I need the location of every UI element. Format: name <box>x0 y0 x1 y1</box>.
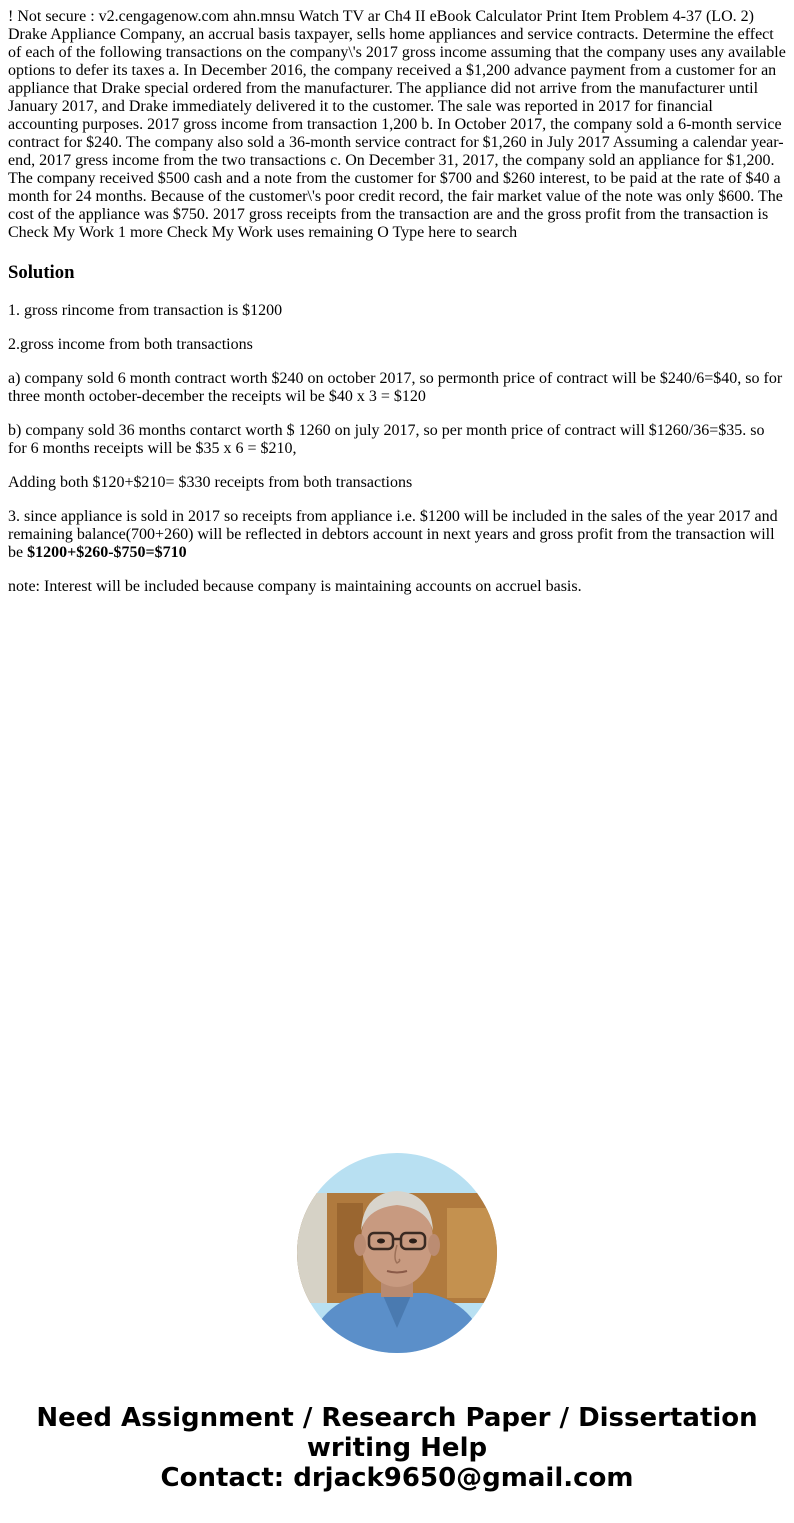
solution-step-1: 1. gross rincome from transaction is $1200 <box>8 302 283 319</box>
solution-step-2a: a) company sold 6 month contract worth $240 on october 2017, so permonth price of contract will be $240/6=$40, so for three month october-december the receipts wil be $40 x 3 = $120 <box>8 370 783 405</box>
page-content <box>8 8 786 612</box>
solution-heading: Solution <box>8 262 75 283</box>
solution-step-3 <box>8 508 786 562</box>
solution-step-3-text: 3. since appliance is sold in 2017 so receipts from appliance i.e. $1200 will be included in the sales of the year 2017 and remaining balance(700+260) will be reflected in debtors account in next years and gross profit from the transaction will be <box>8 508 778 561</box>
promo-banner <box>0 1403 794 1493</box>
promo-line-1: Need Assignment / Research Paper / Dissertation <box>36 1403 758 1433</box>
solution-note: note: Interest will be included because company is maintaining accounts on accruel basis. <box>8 578 582 595</box>
promo-contact: Contact: drjack9650@gmail.com <box>160 1463 634 1493</box>
solution-step-2b: b) company sold 36 months contarct worth $ 1260 on july 2017, so per month price of contract will $1260/36=$35. so for 6 months receipts will be $35 x 6 = $210, <box>8 422 765 457</box>
avatar-portrait <box>297 1153 497 1353</box>
promo-line-2: writing Help <box>306 1433 488 1463</box>
solution-step-2: 2.gross income from both transactions <box>8 336 253 353</box>
solution-step-2-total: Adding both $120+$210= $330 receipts from both transactions <box>8 474 413 491</box>
question-text: ! Not secure : v2.cengagenow.com ahn.mnsu Watch TV ar Ch4 II eBook Calculator Print Item Problem 4-37 (LO. 2) Drake Appliance Company, an accrual basis taxpayer, sells home appliances and service contracts. Determine the effect of each of the following transactions on the company\'s 2017 gross income assuming that the company uses any available options to defer its taxes a. In December 2016, the company received a $1,200 advance payment from a customer for an appliance that Drake special ordered from the manufacturer. The appliance did not arrive from the manufacturer until January 2017, and Drake immediately delivered it to the customer. The sale was reported in 2017 for financial accounting purposes. 2017 gross income from transaction 1,200 b. In October 2017, the company sold a 6-month service contract for $240. The company also sold a 36-month service contract for $1,260 in July 2017 Assuming a calendar year-end, 2017 gress income from the two transactions c. On December 31, 2017, the company sold an appliance for $1,200. The company received $500 cash and a note from the customer for $700 and $260 interest, to be paid at the rate of $40 a month for 24 months. Because of the customer\'s poor credit record, the fair market value of the note was only $600. The cost of the appliance was $750. 2017 gross receipts from the transaction are and the gross profit from the transaction is Check My Work 1 more Check My Work uses remaining O Type here to search <box>8 8 786 241</box>
avatar <box>297 1153 497 1353</box>
gross-profit-result: $1200+$260-$750=$710 <box>27 544 187 561</box>
